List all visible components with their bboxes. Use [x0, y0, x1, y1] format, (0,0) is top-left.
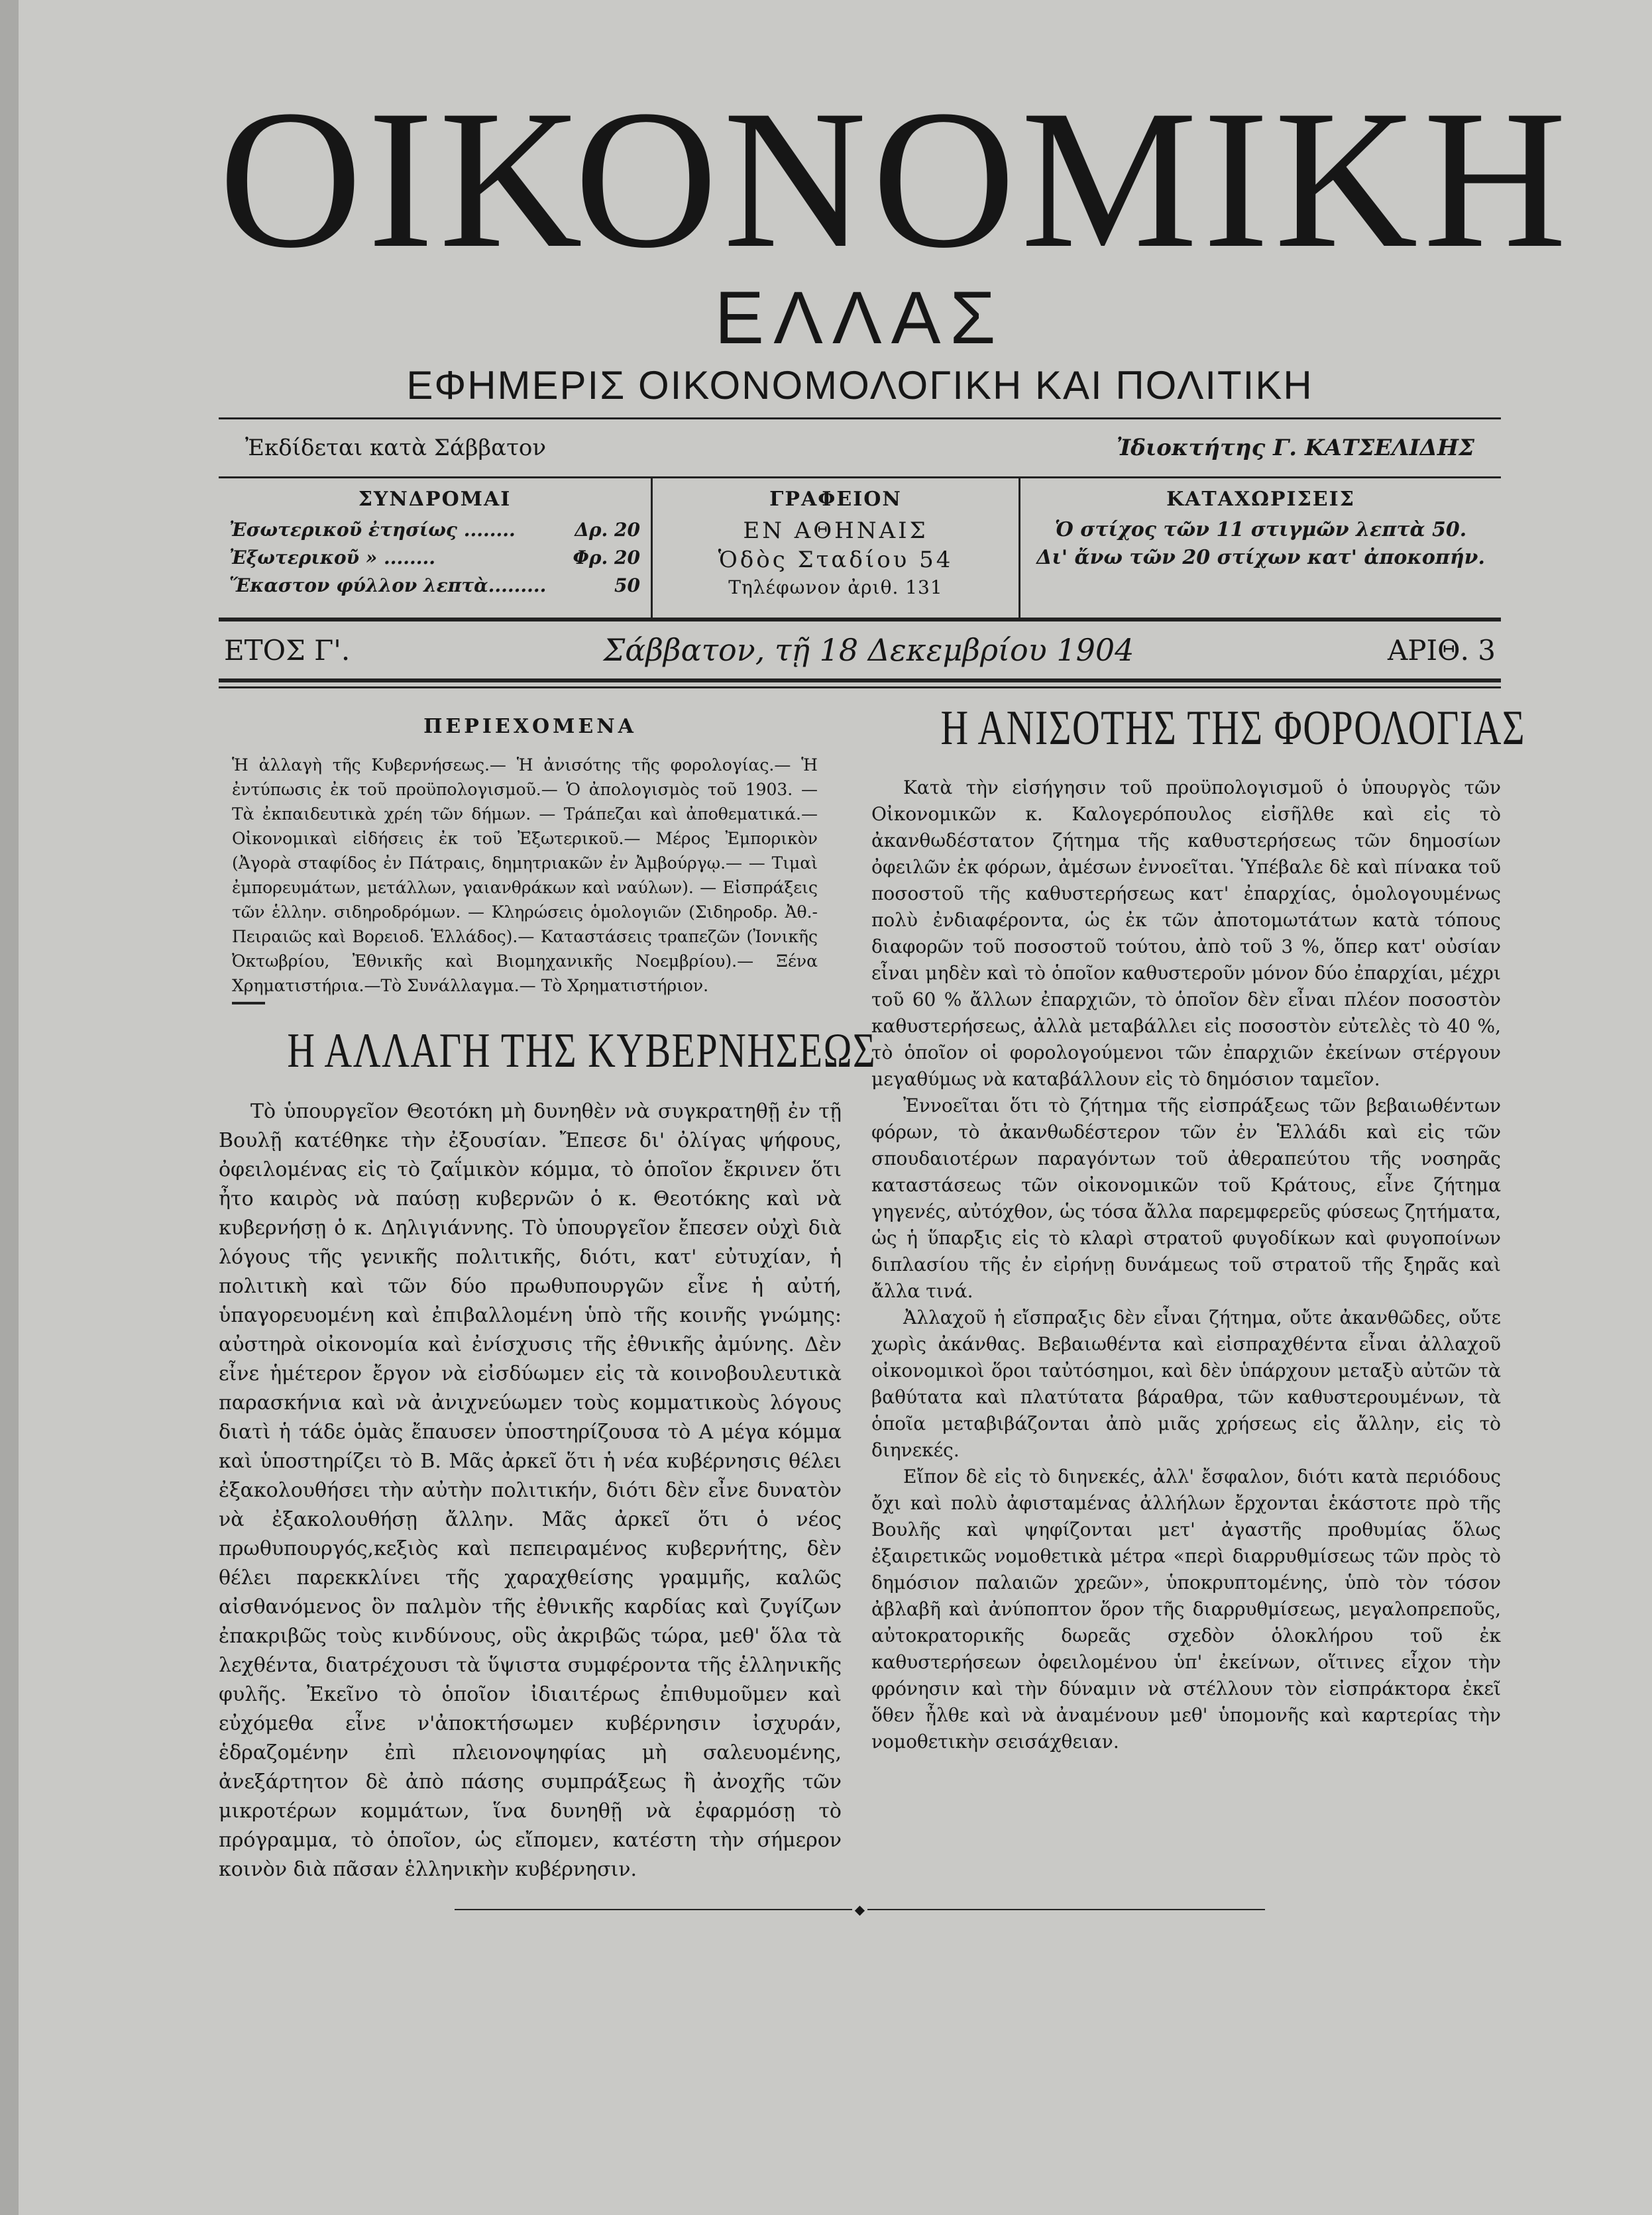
ads-rate-bulk: Δι' ἄνω τῶν 20 στίχων κατ' ἀποκοπήν. [1036, 546, 1485, 569]
issue-number: ΑΡΙΘ. 3 [1387, 633, 1496, 667]
ornament-line [867, 1909, 1265, 1910]
masthead-subtitle: ΕΛΛΑΣ [714, 276, 1005, 359]
office-street: Ὁδὸς Σταδίου 54 [718, 547, 954, 573]
subscriptions-heading: ΣΥΝΔΡΟΜΑΙ [358, 488, 512, 511]
divider [219, 686, 1501, 688]
ads-box [1020, 478, 1501, 618]
columns [219, 701, 1526, 1884]
subscription-value: Δρ. 20 [575, 519, 640, 541]
ads-heading: ΚΑΤΑΧΩΡΙΣΕΙΣ [1166, 488, 1355, 511]
masthead-title: ΟΙΚΟΝΟΜΙΚΗ [219, 69, 1572, 289]
office-box [653, 478, 1020, 618]
subscription-label: Ἐξωτερικοῦ » ........ [229, 547, 436, 568]
publication-frequency: Ἐκδίδεται κατὰ Σάββατον [245, 435, 547, 461]
article-paragraph: Εἴπον δὲ εἰς τὸ διηνεκές, ἀλλ' ἔσφαλον, διότι κατὰ περιόδους ὄχι καὶ πολὺ ἀφισταμένας ἀλλήλων ἔρχονται ἑκάστοτε πρὸ τῆς Βουλῆς καὶ ψηφίζονται μετ' ἀγαστῆς προθυμίας ὅλως ἐξαιρετικῶς νομοθετικὰ μέτρα «περὶ διαρρυθμίσεως τῶν πρὸς τὸ δημόσιον παλαιῶν χρεῶν», ὑποκρυπτομένης, ὑπὸ τὸν τόσον ἀβλαβῆ καὶ ἀνύποπτον ὅρον τῆς διαρρυθμίσεως, μεγαλοπρεποῦς, αὐτοκρατορικῆς δωρεᾶς σχεδὸν ὁλοκλήρου τοῦ ἐκ καθυστερήσεων ὀφειλομένου ὑπ' ἐκείνων, οἵτινες εἶχον τὴν φρόνησιν καὶ τὴν δύναμιν νὰ στέλλουν τὸν εἰσπράκτορα ἐκεῖ ὅθεν ἦλθε καὶ νὰ ἀναμένουν μεθ' ὑπομονῆς καὶ καρτερίας τὴν νομοθετικὴν σεισάχθειαν. [871, 1466, 1501, 1753]
subscription-label: Ἕκαστον φύλλον λεπτὰ......... [229, 574, 547, 596]
subscription-label: Ἐσωτερικοῦ ἐτησίως ........ [229, 519, 516, 541]
contents-text: Ἡ ἀλλαγὴ τῆς Κυβερνήσεως.— Ἡ ἀνισότης τῆς φορολογίας.— Ἡ ἐντύπωσις ἐκ τοῦ προϋπολογισμοῦ.— Ὁ ἀπολογισμὸς τοῦ 1903. — Τὰ ἐκπαιδευτικὰ χρέη τῶν δήμων. — Τράπεζαι καὶ ἀποθεματικά.— Οἰκονομικαὶ εἰδήσεις ἐκ τοῦ Ἐξωτερικοῦ.— Μέρος Ἐμπορικὸν (Ἀγορὰ σταφίδος ἐν Πάτραις, δημητριακῶν ἐν Ἀμβούργῳ.— — Τιμαὶ ἐμπορευμάτων, μετάλλων, γαιανθράκων καὶ ναύλων). — Εἰσπράξεις τῶν ἑλλην. σιδηροδρόμων. — Κληρώσεις ὁμολογιῶν (Σιδηροδρ. Ἀθ.-Πειραιῶς καὶ Βορειοδ. Ἑλλάδος).— Καταστάσεις τραπεζῶν (Ἰονικῆς Ὀκτωβρίου, Ἐθνικῆς καὶ Βιομηχανικῆς Νοεμβρίου).— Ξένα Χρηματιστήρια.—Τὸ Συνάλλαγμα.— Τὸ Χρηματιστήριον. [232, 755, 818, 995]
article-title: Η ΑΝΙΣΟΤΗΣ ΤΗΣ ΦΟΡΟΛΟΓΙΑΣ [940, 701, 1526, 755]
newspaper-page [219, 69, 1572, 1918]
ornament-diamond-icon: ◆ [854, 1901, 865, 1918]
subscription-row [229, 544, 640, 572]
office-phone: Τηλέφωνον ἀριθ. 131 [728, 576, 943, 598]
subscriptions-box [219, 478, 653, 618]
contents-heading: ΠΕΡΙΕΧΟΜΕΝΑ [423, 715, 637, 738]
subscription-row [229, 572, 640, 600]
right-column [865, 701, 1526, 1884]
ornament-line [455, 1909, 852, 1910]
article-paragraph: Ἐννοεῖται ὅτι τὸ ζήτημα τῆς εἰσπράξεως τῶν βεβαιωθέντων φόρων, τὸ ἀκανθωδέστερον τῶν ἐν Ἑλλάδι καὶ εἰς τῶν σπουδαιοτέρων παραγόντων τοῦ ἀθεραπεύτου τῆς νοσηρᾶς καταστάσεως τῶν οἰκονομικῶν τοῦ Κράτους, εἶνε ζήτημα γηγενές, αὐτόχθον, ὡς τόσα ἄλλα παρεμφερεῦς φύσεως ζητήματα, ὡς ἡ ὕπαρξις εἰς τὸ κλαρὶ στρατοῦ φυγοδίκων καὶ φυγοποίνων διπλασίου τῆς ἐν εἰρήνῃ δυνάμεως τοῦ στρατοῦ τῆς ξηρᾶς καὶ ἄλλα τινά. [871, 1095, 1501, 1302]
left-column [219, 702, 877, 1884]
ads-rate: Ὁ στίχος τῶν 11 στιγμῶν λεπτὰ 50. [1054, 518, 1467, 541]
subscription-value: Φρ. 20 [573, 547, 640, 568]
article-paragraph: Ἀλλαχοῦ ἡ εἴσπραξις δὲν εἶναι ζήτημα, οὔτε ἀκανθῶδες, οὔτε χωρὶς ἀκάνθας. Βεβαιωθέντα καὶ εἰσπραχθέντα εἶναι ἀλλαχοῦ οἰκονομικοὶ ὅροι ταὐτόσημοι, καὶ δὲν ὑπάρχουν μεταξὺ αὐτῶν τὰ βαθύτατα καὶ πλατύτατα βάραθρα, τῶν καθυστερουμένων, τὰ ὁποῖα μεταβιβάζονται ἀπὸ μιᾶς χρήσεως εἰς ἄλλην, εἰς τὸ διηνεκές. [871, 1307, 1501, 1461]
subscription-row [229, 516, 640, 544]
issue-year: ΕΤΟΣ Γ'. [224, 633, 351, 667]
office-heading: ΓΡΑΦΕΙΟΝ [769, 488, 902, 511]
divider [232, 1002, 265, 1004]
issue-date: Σάββατον, τῇ 18 Δεκεμβρίου 1904 [603, 632, 1134, 668]
article-title: Η ΑΛΛΑΓΗ ΤΗΣ ΚΥΒΕΡΝΗΣΕΩΣ [287, 1024, 877, 1078]
publication-row [219, 419, 1501, 476]
subscription-value: 50 [614, 574, 640, 596]
issue-row [219, 621, 1501, 678]
masthead [219, 69, 1572, 411]
divider [219, 678, 1501, 682]
article-paragraph: Τὸ ὑπουργεῖον Θεοτόκη μὴ δυνηθὲν νὰ συγκρατηθῇ ἐν τῇ Βουλῇ κατέθηκε τὴν ἐξουσίαν. Ἔπεσε δι' ὀλίγας ψήφους, ὀφειλομένας εἰς τὸ ζαΐμικὸν κόμμα, τὸ ὁποῖον ἔκρινεν ὅτι ἦτο καιρὸς νὰ παύσῃ κυβερνῶν ὁ κ. Θεοτόκης καὶ νὰ κυβερνήσῃ ὁ κ. Δηλιγιάννης. Τὸ ὑπουργεῖον ἔπεσεν οὐχὶ διὰ λόγους τῆς γενικῆς πολιτικῆς, διότι, κατ' εὐτυχίαν, ἡ πολιτικὴ καὶ τῶν δύο πρωθυπουργῶν εἶνε ἡ αὐτή, ὑπαγορευομένη καὶ ἐπιβαλλομένη ὑπὸ τῆς κοινῆς γνώμης: αὐστηρὰ οἰκονομία καὶ ἐνίσχυσις τῆς ἐθνικῆς ἀμύνης. Δὲν εἶνε ἡμέτερον ἔργον νὰ εἰσδύωμεν εἰς τὰ κοινοβουλευτικὰ παρασκήνια καὶ νὰ ἀνιχνεύωμεν τοὺς κομματικοὺς λόγους διατὶ ἡ τάδε ὁμὰς ἔπαυσεν ὑποστηρίζουσα τὸ Α μέγα κόμμα καὶ ὑποστηρίζει τὸ Β. Μᾶς ἀρκεῖ ὅτι ἡ νέα κυβέρνησις θέλει ἐξακολουθήσει τὴν αὐτὴν πολιτικήν, διότι δὲν εἶνε δυνατὸν νὰ ἐξακολουθήσῃ ἄλλην. Μᾶς ἀρκεῖ ὅτι ὁ νέος πρωθυπουργός,κεξιὸς καὶ πεπειραμένος κυβερνήτης, δὲν θέλει παρεκκλίνει τῆς χαραχθείσης γραμμῆς, καλῶς αἰσθανόμενος ὃν παλμὸν τῆς ἐθνικῆς καρδίας καὶ ζυγίζων ἐπακριβῶς τοὺς κινδύνους, οὓς ἀκριβῶς τώρα, μεθ' ὅλα τὰ λεχθέντα, διατρέχουσι τὰ ὕψιστα συμφέροντα τῆς ἑλληνικῆς φυλῆς. Ἐκεῖνο τὸ ὁποῖον ἰδιαιτέρως ἐπιθυμοῦμεν καὶ εὐχόμεθα εἶνε ν'ἀποκτήσωμεν κυβέρνησιν ἰσχυράν, ἑδραζομένην ἐπὶ πλειονοψηφίας μὴ σαλευομένης, ἀνεξάρτητον δὲ ἀπὸ πάσης συμπράξεως ἢ ἀνοχῆς τῶν μικροτέρων κομμάτων, ἵνα δυνηθῇ νὰ ἐφαρμόσῃ τὸ πρόγραμμα, τὸ ὁποῖον, ὡς εἴπομεν, κατέστη τὴν σήμερον κοινὸν διὰ πᾶσαν ἑλληνικὴν κυβέρνησιν. [219, 1100, 842, 1881]
binding-edge [0, 0, 19, 2215]
info-box [219, 478, 1501, 618]
masthead-tagline: ΕΦΗΜΕΡΙΣ ΟΙΚΟΝΟΜΟΛΟΓΙΚΗ ΚΑΙ ΠΟΛΙΤΙΚΗ [406, 363, 1313, 407]
end-ornament [219, 1900, 1501, 1918]
article-paragraph: Κατὰ τὴν εἰσήγησιν τοῦ προϋπολογισμοῦ ὁ ὑπουργὸς τῶν Οἰκονομικῶν κ. Καλογερόπουλος εἰσῆλθε καὶ εἰς τὸ ἀκανθωδέστατον ζήτημα τῆς καθυστερήσεως τῶν δημοσίων ὀφειλῶν ἐκ φόρων, ἀμέσων ἐννοεῖται. Ὑπέβαλε δὲ καὶ πίνακα τοῦ ποσοστοῦ τῆς καθυστερήσεως κατ' ἐπαρχίας, ὁμολογουμένως πολὺ ἐνδιαφέροντα, ὡς ἐκ τῶν ἀποτομωτάτων κατὰ τόπους διαφορῶν τοῦ ποσοστοῦ τούτου, ἀπὸ τοῦ 3 %, ὅπερ κατ' οὐσίαν εἶναι μηδὲν καὶ τὸ ὁποῖον καθυστεροῦν μόνον δύο ἐπαρχίαι, μέχρι τοῦ 60 % ἄλλων ἐπαρχιῶν, τὸ ὁποῖον δὲν εἶναι πλέον ποσοστὸν καθυστερήσεως, ἀλλὰ μεταβάλλει εἰς ποσοστὸν εὐτελὲς τὸ 40 %, τὸ ὁποῖον οἱ φορολογούμενοι τῶν ἐπαρχιῶν ἐκείνων στέργουν μεγαθύμως νὰ καταβάλλουν εἰς τὸ δημόσιον ταμεῖον. [871, 777, 1501, 1090]
office-city: ΕΝ ΑΘΗΝΑΙΣ [743, 517, 928, 544]
publication-owner: Ἰδιοκτήτης Γ. ΚΑΤΣΕΛΙΔΗΣ [1116, 435, 1474, 461]
